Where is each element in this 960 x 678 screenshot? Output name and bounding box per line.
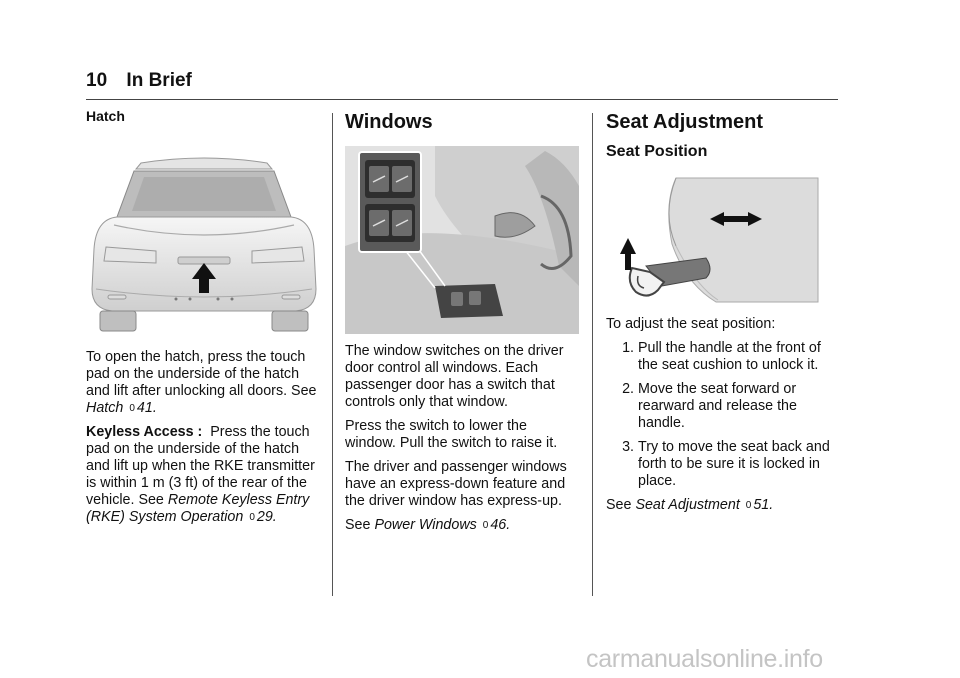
seat-position-illustration (606, 174, 838, 304)
keyless-label: Keyless Access : (86, 424, 203, 440)
rke-link[interactable]: Remote Keyless Entry (RKE) System Operation 0 29. (86, 492, 310, 525)
windows-paragraph-1: The window switches on the driver door control all windows. Each passenger door has a switch that controls only that window. (345, 343, 564, 410)
windows-paragraph-2: Press the switch to lower the window. Pull the switch to raise it. (345, 418, 558, 451)
keyless-paragraph: Keyless Access : Press the touch pad on the underside of the hatch and lift up when the RKE transmitter is within 1 m (3 ft) of the rear of the vehicle. See Remote Keyless Entry (RKE) System Operation 0 29. (86, 424, 315, 525)
header-rule (86, 99, 838, 100)
hatch-link[interactable]: Hatch 0 41. (86, 400, 157, 416)
seat-step: 2. Move the seat forward or rearward and release the handle. (638, 381, 838, 432)
seat-adjustment-heading: Seat Adjustment (606, 111, 764, 133)
seat-step: 1. Pull the handle at the front of the seat cushion to unlock it. (638, 340, 838, 374)
page-header (86, 70, 192, 92)
seat-see-paragraph: See Seat Adjustment 0 51. (606, 497, 774, 513)
hatch-illustration (86, 139, 322, 339)
windows-paragraph-4: See Power Windows 0 46. (345, 517, 511, 533)
page-number: 10 (86, 70, 108, 91)
column-hatch (86, 108, 322, 533)
column-divider-1 (332, 113, 333, 596)
column-divider-2 (592, 113, 593, 596)
seat-step: 3. Try to move the seat back and forth to be sure it is locked in place. (638, 439, 838, 490)
window-switch-illustration (345, 146, 579, 334)
section-title: In Brief (126, 70, 192, 91)
windows-paragraph-3: The driver and passenger windows have an express-down feature and the driver window has express-up. (345, 459, 567, 509)
power-windows-link[interactable]: Power Windows 0 46. (374, 517, 511, 533)
watermark: carmanualsonline.info (586, 645, 823, 673)
seat-adjustment-link[interactable]: Seat Adjustment 0 51. (635, 497, 774, 513)
hatch-heading: Hatch (86, 108, 125, 124)
seat-position-heading: Seat Position (606, 143, 708, 160)
windows-heading: Windows (345, 111, 433, 133)
column-seat (606, 108, 838, 521)
seat-steps (606, 340, 838, 490)
column-windows (345, 108, 581, 541)
seat-intro: To adjust the seat position: (606, 316, 776, 332)
hatch-paragraph: To open the hatch, press the touch pad on the underside of the hatch and lift after unlocking all doors. See Hatch 0 41. (86, 349, 317, 416)
